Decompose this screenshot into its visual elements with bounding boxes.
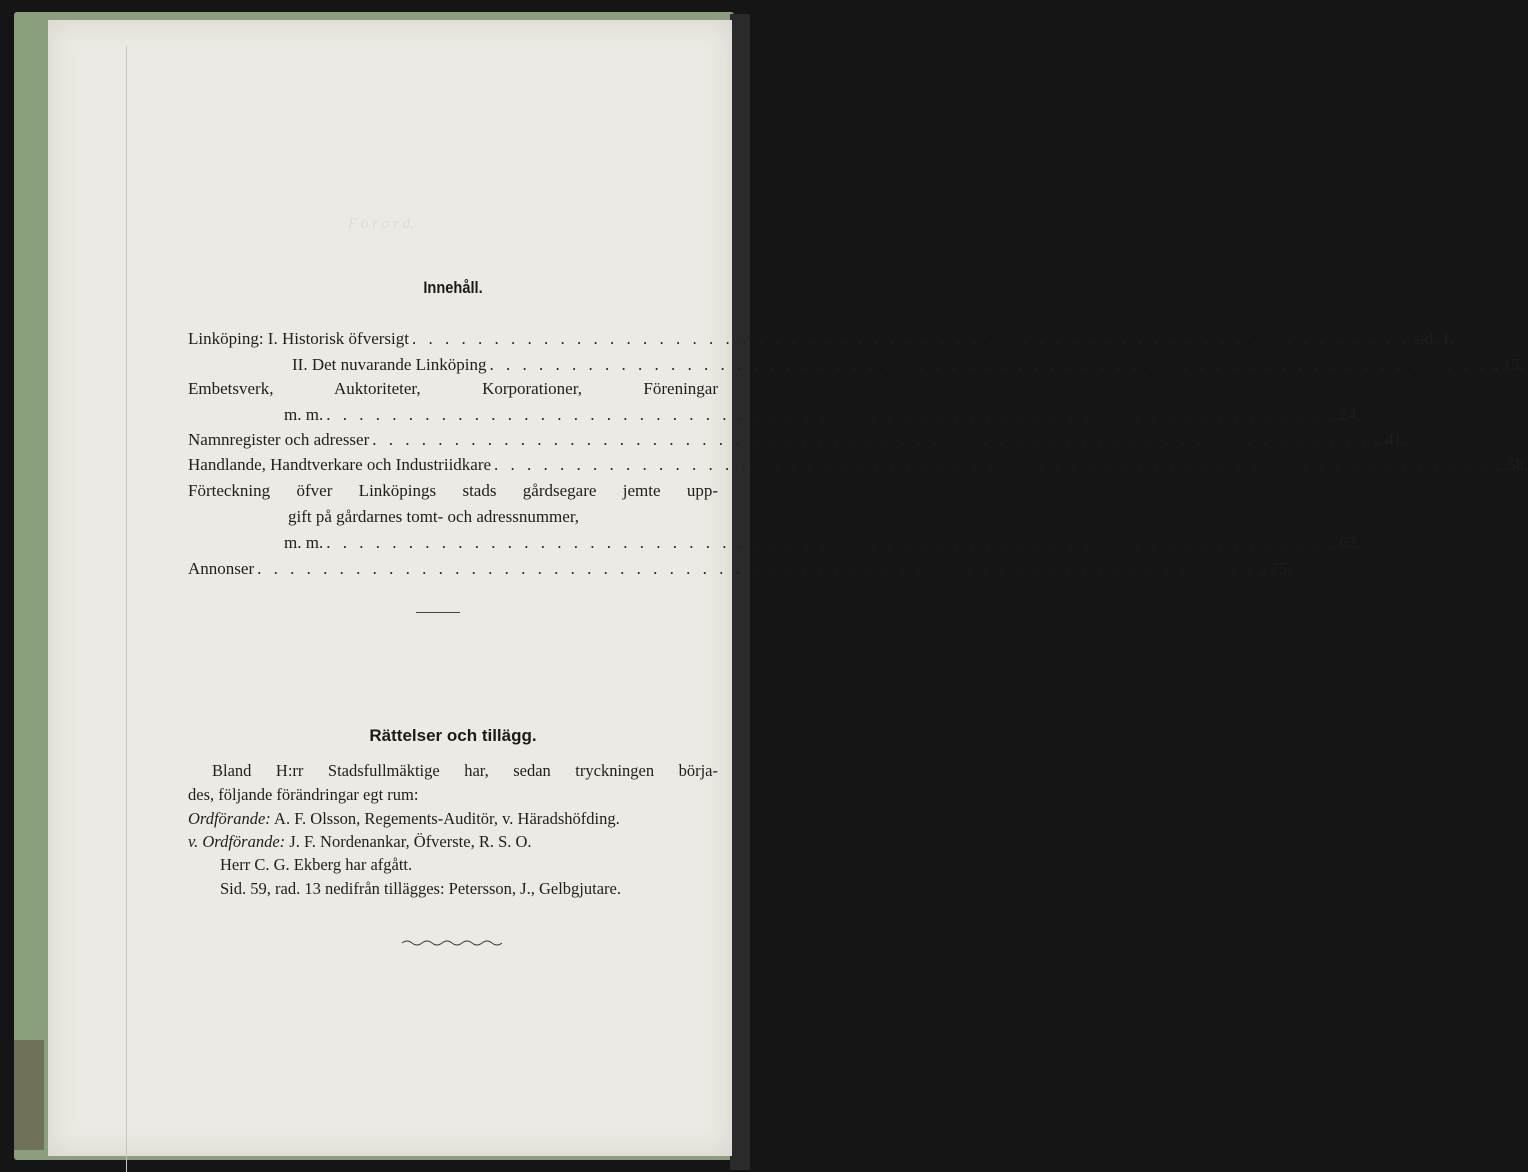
page-margin-line <box>126 46 127 1172</box>
toc-entry-text: gift på gårdarnes tomt- och adressnummer, <box>288 507 580 526</box>
leader-dots <box>490 354 1488 376</box>
leader-dots <box>326 404 1324 426</box>
toc-entry <box>188 532 1361 554</box>
toc-entry <box>188 328 1455 350</box>
toc-entry-page: „ 62. <box>1327 533 1361 552</box>
toc-entry <box>188 506 818 528</box>
toc-entry-page: sid. 1. <box>1413 329 1455 348</box>
leader-dots <box>326 532 1324 554</box>
toc-entry-page: „ 24. <box>1327 405 1361 424</box>
toc-entry-page: „ 58. <box>1495 455 1528 474</box>
corrections-heading: Rättelser och tillägg. <box>369 726 537 745</box>
role-label: Ordförande: <box>188 809 271 828</box>
toc-entry <box>188 454 1528 476</box>
leader-dots <box>257 558 1255 580</box>
section-divider <box>416 612 460 613</box>
corrections-line: Sid. 59, rad. 13 nedifrån tillägges: Petersson, J., Gelbgjutare. <box>220 879 621 898</box>
toc-entry-text: Namnregister och adresser <box>188 430 370 449</box>
leader-dots <box>494 454 1492 476</box>
toc-entry-page: „ 15. <box>1490 355 1524 374</box>
role-label: v. Ordförande: <box>188 832 286 851</box>
toc-entry-text: Annonser <box>188 559 255 578</box>
toc-entry-text: Linköping: I. Historisk öfversigt <box>188 329 409 348</box>
corrections-line: Ordförande: A. F. Olsson, Regements-Auditör, v. Häradshöfding. <box>188 809 620 828</box>
document-page <box>48 20 1528 1156</box>
toc-entry-text: Handlande, Handtverkare och Industriidkare <box>188 455 492 474</box>
corrections-line: des, följande förändringar egt rum: <box>188 785 419 804</box>
toc-entry-text: m. m. <box>284 533 324 552</box>
corrections-line: Herr C. G. Ekberg har afgått. <box>220 855 413 874</box>
toc-entry <box>188 429 1407 451</box>
toc-entry-text: Embetsverk, Auktoriteter, Korporationer, Föreningar <box>188 379 718 398</box>
toc-entry-page: „ 75. <box>1258 559 1292 578</box>
bleed-through-text: F ö r o r d. <box>348 216 414 232</box>
leader-dots <box>412 328 1410 350</box>
toc-entry-text: Förteckning öfver Linköpings stads gårdsegare jemte upp- <box>188 481 718 500</box>
worn-cover-corner <box>14 1040 44 1150</box>
toc-entry-text: m. m. <box>284 405 324 424</box>
toc-heading: Innehåll. <box>423 278 483 297</box>
ornament-wave <box>402 938 502 948</box>
toc-entry <box>188 354 1524 376</box>
corrections-line: v. Ordförande: J. F. Nordenankar, Öfverste, R. S. O. <box>188 832 532 851</box>
toc-entry-text: II. Det nuvarande Linköping <box>292 355 487 374</box>
toc-entry <box>188 404 1361 426</box>
toc-entry-page: „ 41. <box>1373 430 1407 449</box>
toc-entry <box>188 378 718 400</box>
corrections-line: Bland H:rr Stadsfullmäktige har, sedan tryckningen börja- <box>212 761 718 780</box>
toc-entry <box>188 558 1292 580</box>
scan-edge <box>730 14 750 1170</box>
toc-entry <box>188 480 718 502</box>
leader-dots <box>372 429 1370 451</box>
